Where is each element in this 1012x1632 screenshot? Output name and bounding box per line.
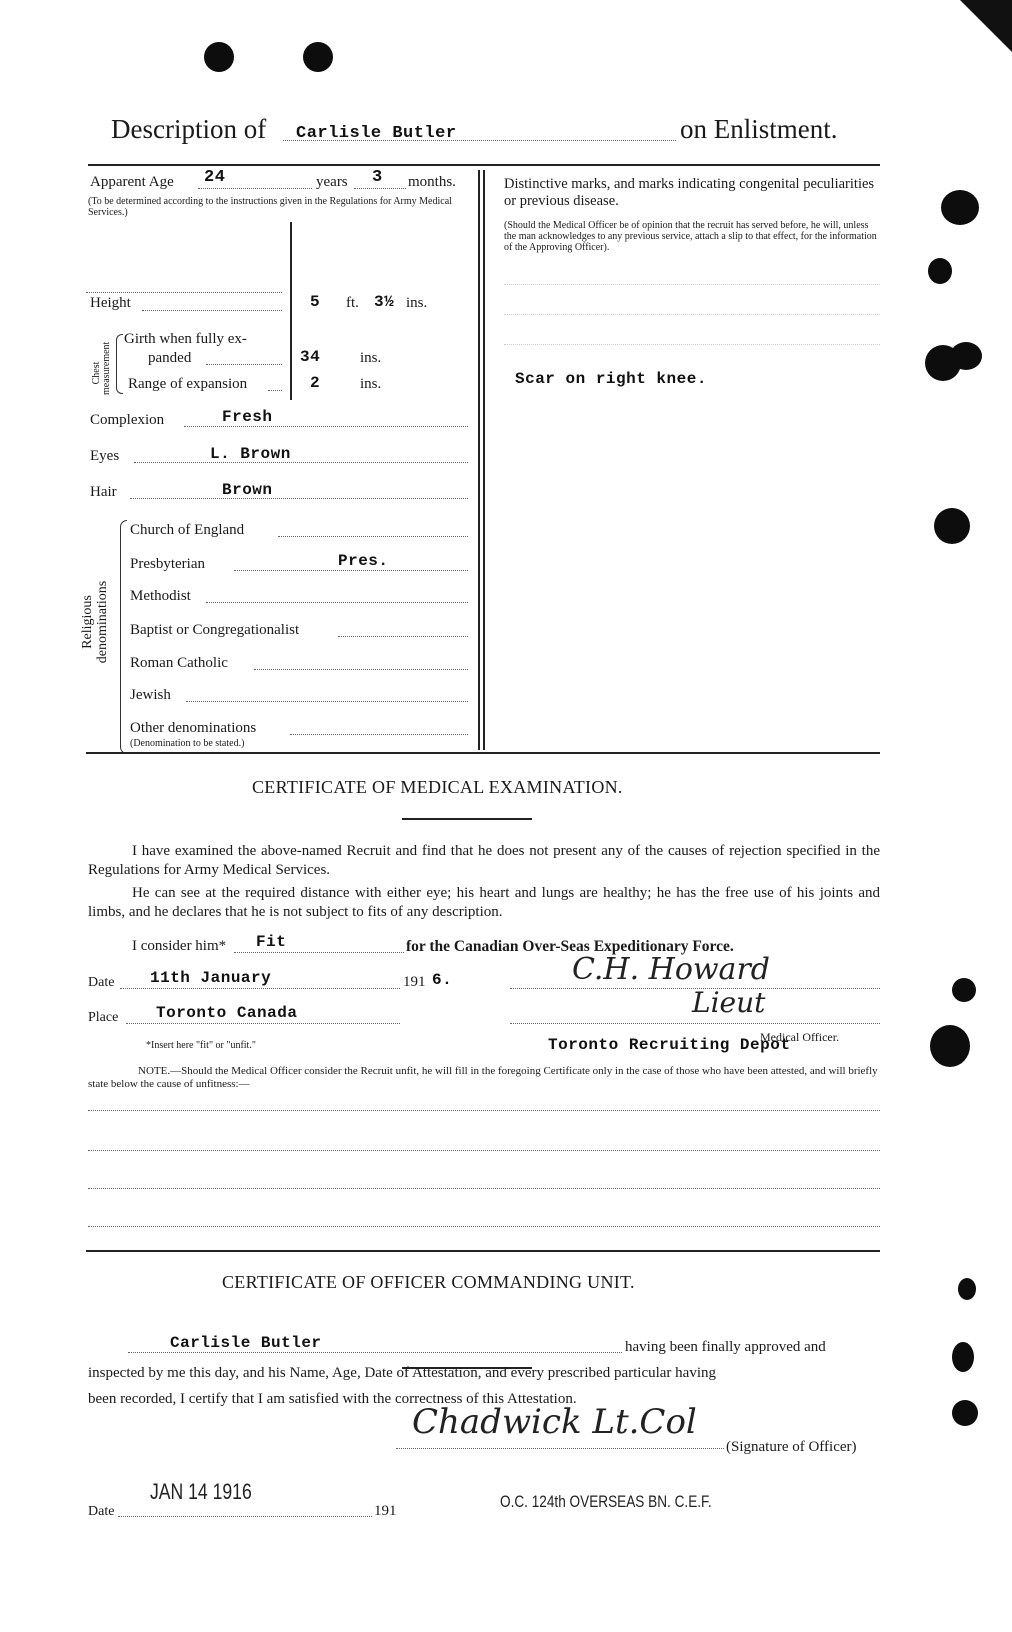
- religion-value: Pres.: [338, 552, 389, 570]
- recruit-name: Carlisle Butler: [296, 124, 457, 143]
- unfitness-line: [88, 1218, 880, 1227]
- hair-value: Brown: [222, 481, 273, 499]
- medical-paragraph-1: I have examined the above-named Recruit and find that he does not present any of the causes of rejection specified in the Regulations for Army Medical Services.: [88, 843, 880, 878]
- insert-note: *Insert here "fit" or "unfit.": [146, 1040, 256, 1051]
- chest-brace: [116, 334, 123, 394]
- girth-value: 34: [300, 348, 321, 366]
- medical-officer-signature: C.H. Howard: [572, 952, 770, 987]
- binder-hole: [950, 342, 982, 370]
- binder-hole: [958, 1278, 976, 1300]
- medical-officer-rank: Lieut: [692, 986, 766, 1019]
- religion-label: Other denominations: [130, 720, 257, 736]
- binder-hole: [952, 978, 976, 1002]
- ft-label: ft.: [346, 295, 359, 311]
- binder-hole: [952, 1400, 978, 1426]
- medical-paragraph-2: He can see at the required distance with either eye; his heart and lungs are healthy; he has the free use of his joints and limbs, and he declares that he is not subject to fits of any description.: [88, 885, 880, 920]
- height-line: [142, 298, 282, 311]
- approval-text-3: been recorded, I certify that I am satisfied with the correctness of this Attestation.: [88, 1391, 577, 1407]
- range-value: 2: [310, 374, 321, 392]
- unit-stamp: O.C. 124th OVERSEAS BN. C.E.F.: [500, 1492, 712, 1511]
- years-label: years: [316, 174, 348, 190]
- religion-label: Church of England: [130, 522, 245, 538]
- eyes-label: Eyes: [90, 448, 120, 464]
- approval-text-2: inspected by me this day, and his Name, Age, Date of Attestation, and every prescribed particular having: [88, 1365, 717, 1381]
- fitness-value: Fit: [256, 933, 287, 951]
- commanding-year-prefix: 191: [374, 1503, 397, 1519]
- place-label: Place: [88, 1010, 119, 1025]
- commanding-heading: CERTIFICATE OF OFFICER COMMANDING UNIT.: [222, 1272, 635, 1292]
- hair-line: [130, 486, 468, 499]
- age-note: (To be determined according to the instructions given in the Regulations for Army Medical Services.): [88, 196, 452, 218]
- commanding-recruit-name: Carlisle Butler: [170, 1334, 322, 1352]
- complexion-label: Complexion: [90, 412, 165, 428]
- religion-group-label: Religious denominations: [80, 580, 110, 664]
- chest-measurement-label: Chest measurement: [91, 341, 112, 395]
- commanding-date-stamp: JAN 14 1916: [150, 1479, 252, 1504]
- title-suffix: on Enlistment.: [680, 114, 838, 144]
- column-divider: [483, 170, 485, 750]
- religion-label: Presbyterian: [130, 556, 205, 572]
- marks-line: [504, 276, 880, 285]
- marks-label: Distinctive marks, and marks indicating congenital peculiarities or previous disease.: [504, 176, 875, 209]
- exam-year-digit: 6.: [432, 971, 453, 989]
- range-line: [268, 378, 282, 391]
- religion-label: Roman Catholic: [130, 655, 228, 671]
- binder-hole: [934, 508, 970, 544]
- distinctive-marks-value: Scar on right knee.: [515, 370, 707, 388]
- complexion-value: Fresh: [222, 408, 273, 426]
- marks-line: [504, 336, 880, 345]
- range-label: Range of expansion: [128, 376, 248, 392]
- exam-date-label: Date: [88, 975, 115, 990]
- religion-line: [278, 524, 468, 537]
- religion-label: Jewish: [130, 687, 171, 703]
- medical-heading: CERTIFICATE OF MEDICAL EXAMINATION.: [252, 777, 623, 797]
- page-corner-fold: [960, 0, 1012, 52]
- other-denomination-note: (Denomination to be stated.): [130, 738, 245, 749]
- column-divider: [478, 170, 480, 750]
- commanding-officer-signature: Chadwick Lt.Col: [412, 1402, 697, 1442]
- religion-brace: [120, 520, 127, 754]
- girth-line: [206, 352, 282, 365]
- medical-note: NOTE.—Should the Medical Officer consider the Recruit unfit, he will fill in the foregoing Certificate only in the case of those who have been attested, and will briefly state below the cause of unfitness:—: [88, 1065, 878, 1090]
- unfitness-line: [88, 1180, 880, 1189]
- religion-line: [338, 624, 468, 637]
- binder-hole: [204, 42, 234, 72]
- age-months-value: 3: [372, 168, 383, 187]
- unfitness-line: [88, 1102, 880, 1111]
- column-divider-inner: [290, 222, 292, 400]
- marks-note: (Should the Medical Officer be of opinion that the recruit has served before, he will, unless the man acknowledges to any previous service, attach a slip to that effect, for the information of the Approving Officer).: [504, 220, 877, 253]
- section-divider: [88, 164, 880, 166]
- exam-year-prefix: 191: [403, 974, 426, 990]
- binder-hole: [941, 190, 979, 225]
- range-unit: ins.: [360, 376, 382, 392]
- place-value: Toronto Canada: [156, 1004, 298, 1022]
- blank-line: [86, 284, 282, 293]
- religion-line: [290, 722, 468, 735]
- religion-line: [254, 657, 468, 670]
- height-ins-value: 3½: [374, 293, 395, 311]
- religion-line: [206, 590, 468, 603]
- months-label: months.: [408, 174, 456, 190]
- consider-label: I consider him*: [132, 938, 227, 954]
- recruiting-depot-stamp: Toronto Recruiting Depot: [548, 1036, 791, 1054]
- medical-officer-label: Medical Officer.: [760, 1030, 840, 1044]
- binder-hole: [303, 42, 333, 72]
- age-years-value: 24: [204, 168, 226, 187]
- height-label: Height: [90, 295, 131, 311]
- binder-hole: [930, 1025, 970, 1067]
- section-divider: [86, 752, 880, 754]
- binder-hole: [952, 1342, 974, 1372]
- section-divider: [86, 1250, 880, 1252]
- title-prefix: Description of: [111, 114, 267, 144]
- binder-hole: [928, 258, 952, 284]
- signature-of-officer-label: (Signature of Officer): [726, 1439, 857, 1455]
- marks-line: [504, 306, 880, 315]
- hair-label: Hair: [90, 484, 117, 500]
- consider-suffix: for the Canadian Over-Seas Expeditionary Force.: [406, 938, 734, 955]
- eyes-line: [134, 450, 468, 463]
- unfitness-line: [88, 1142, 880, 1151]
- ornament-rule: [402, 818, 532, 820]
- exam-date-value: 11th January: [150, 969, 272, 987]
- girth-label-2: panded: [148, 350, 192, 366]
- approval-text-1: having been finally approved and: [625, 1339, 826, 1355]
- ins-label: ins.: [406, 295, 428, 311]
- apparent-age-label: Apparent Age: [90, 174, 174, 190]
- commanding-date-label: Date: [88, 1504, 115, 1519]
- religion-label: Baptist or Congregationalist: [130, 622, 300, 638]
- girth-label-1: Girth when fully ex-: [124, 331, 247, 347]
- eyes-value: L. Brown: [210, 445, 291, 463]
- height-ft-value: 5: [310, 293, 321, 311]
- religion-label: Methodist: [130, 588, 191, 604]
- religion-line: [186, 689, 468, 702]
- girth-unit: ins.: [360, 350, 382, 366]
